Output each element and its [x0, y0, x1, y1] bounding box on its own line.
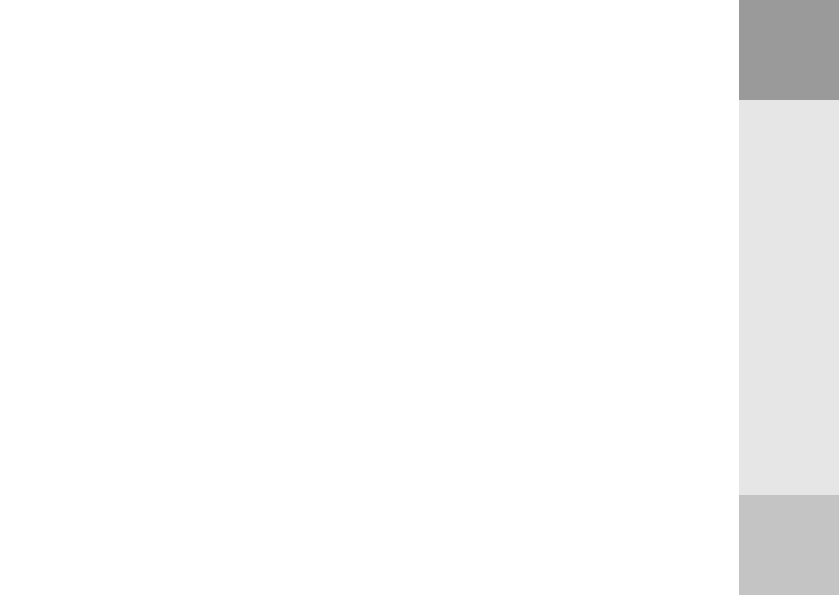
- sidebar-middle-block: [739, 100, 839, 495]
- sidebar-bottom-block: [739, 495, 839, 595]
- sidebar-top-block: [739, 0, 839, 100]
- document-body: [28, 26, 709, 44]
